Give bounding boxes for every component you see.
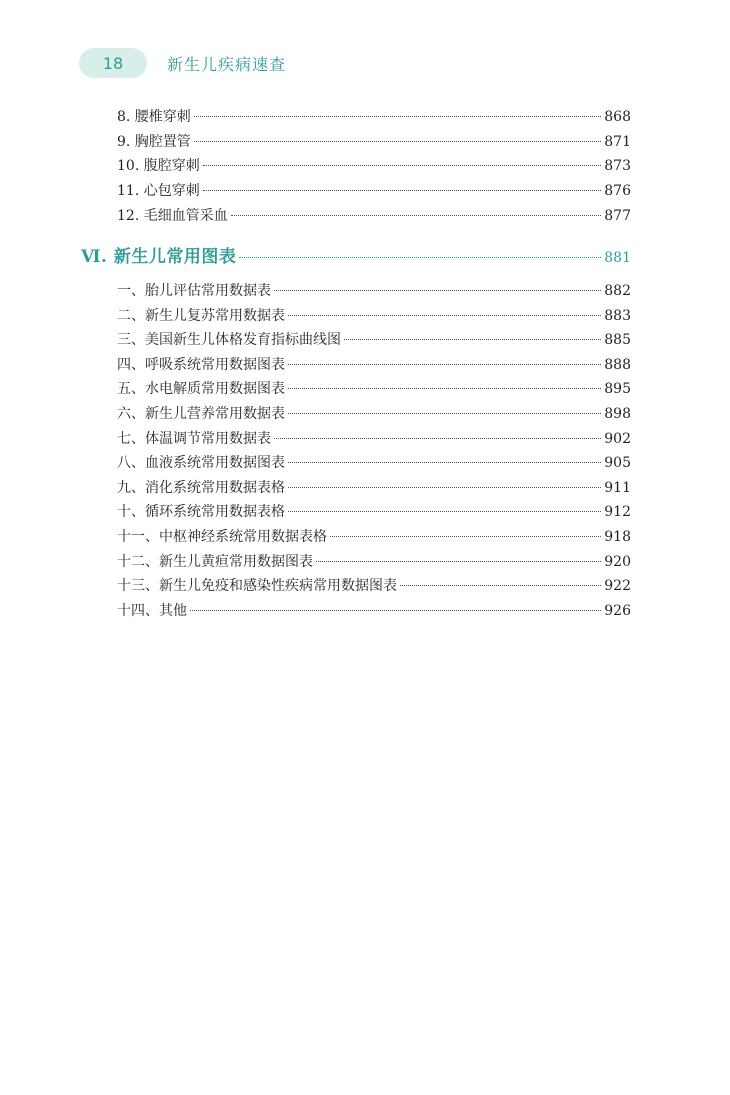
toc-entry-label: 12. 毛细血管采血 (117, 208, 228, 224)
toc-entry-label: 十三、新生儿免疫和感染性疾病常用数据图表 (117, 578, 397, 594)
toc-entry[interactable] (117, 107, 631, 127)
toc-entry-label: 四、呼吸系统常用数据图表 (117, 357, 285, 373)
dot-leader (194, 116, 601, 117)
toc-entry-page: 912 (604, 504, 631, 520)
toc-entry-page: 876 (604, 183, 631, 199)
toc-entry[interactable] (117, 181, 631, 201)
toc-entry[interactable] (117, 478, 631, 498)
toc-entry-label: 11. 心包穿刺 (117, 183, 200, 199)
dot-leader (194, 141, 601, 142)
dot-leader (288, 413, 601, 414)
toc-entry-label: 二、新生儿复苏常用数据表 (117, 308, 285, 324)
toc-entry[interactable] (117, 527, 631, 547)
dot-leader (344, 339, 601, 340)
toc-entry-label: 十一、中枢神经系统常用数据表格 (117, 529, 327, 545)
toc-entry[interactable] (117, 156, 631, 176)
toc-entry-label: 10. 腹腔穿刺 (117, 158, 200, 174)
dot-leader (274, 290, 601, 291)
dot-leader (288, 388, 601, 389)
toc-entry-label: 8. 腰椎穿刺 (117, 109, 191, 125)
toc-entry[interactable] (117, 206, 631, 226)
dot-leader (203, 165, 602, 166)
toc-entry-page: 885 (604, 332, 631, 348)
toc-entry[interactable] (117, 502, 631, 522)
book-title: 新生儿疾病速查 (167, 54, 287, 74)
toc-entry-label: 七、体温调节常用数据表 (117, 431, 271, 447)
toc-entry-page: 920 (604, 554, 631, 570)
dot-leader (190, 610, 601, 611)
dot-leader (239, 257, 601, 258)
toc-entry[interactable] (117, 132, 631, 152)
toc-entry-label: 六、新生儿营养常用数据表 (117, 406, 285, 422)
toc-entry-page: 882 (604, 283, 631, 299)
toc-section-heading[interactable] (81, 247, 631, 268)
toc-entry-label: 一、胎儿评估常用数据表 (117, 283, 271, 299)
toc-entry-page: 905 (604, 455, 631, 471)
toc-entry-label: 三、美国新生儿体格发育指标曲线图 (117, 332, 341, 348)
toc-entry-page: 918 (604, 529, 631, 545)
toc-entry-label: 9. 胸腔置管 (117, 134, 191, 150)
dot-leader (330, 536, 601, 537)
toc-entry-page: 877 (604, 208, 631, 224)
dot-leader (274, 438, 601, 439)
toc-entry-page: 868 (604, 109, 631, 125)
toc-entry[interactable] (117, 379, 631, 399)
dot-leader (288, 511, 601, 512)
toc-entry-page: 911 (604, 480, 631, 496)
dot-leader (288, 487, 601, 488)
dot-leader (288, 364, 601, 365)
page-number-badge: 18 (79, 48, 147, 78)
toc-entry-page: 888 (604, 357, 631, 373)
toc-entry[interactable] (117, 552, 631, 572)
dot-leader (288, 462, 601, 463)
toc-entry[interactable] (117, 576, 631, 596)
dot-leader (400, 585, 601, 586)
toc-entry-label: 十、循环系统常用数据表格 (117, 504, 285, 520)
dot-leader (316, 561, 601, 562)
toc-entry-page: 873 (604, 158, 631, 174)
toc-entry[interactable] (117, 404, 631, 424)
toc-entry[interactable] (117, 429, 631, 449)
toc-entry-label: 十四、其他 (117, 603, 187, 619)
toc-entry-label: 十二、新生儿黄疸常用数据图表 (117, 554, 313, 570)
dot-leader (231, 215, 602, 216)
toc-entry-page: 883 (604, 308, 631, 324)
page-header (79, 48, 286, 78)
dot-leader (203, 190, 602, 191)
dot-leader (288, 315, 601, 316)
toc-entry-label: 八、血液系统常用数据图表 (117, 455, 285, 471)
toc-entry[interactable] (117, 453, 631, 473)
toc-entry-page: 926 (604, 603, 631, 619)
toc-entry[interactable] (117, 306, 631, 326)
toc-entry-label: 九、消化系统常用数据表格 (117, 480, 285, 496)
toc-entry[interactable] (117, 330, 631, 350)
toc-entry[interactable] (117, 281, 631, 301)
toc-entry[interactable] (117, 601, 631, 621)
toc-entry-page: 871 (604, 134, 631, 150)
toc-entry-page: 922 (604, 578, 631, 594)
section-page: 881 (604, 250, 631, 266)
toc-entry-page: 898 (604, 406, 631, 422)
toc-entry-page: 895 (604, 381, 631, 397)
section-title: Ⅵ. 新生儿常用图表 (81, 247, 237, 267)
toc-entry-page: 902 (604, 431, 631, 447)
toc-entry-label: 五、水电解质常用数据图表 (117, 381, 285, 397)
toc-entry[interactable] (117, 355, 631, 375)
